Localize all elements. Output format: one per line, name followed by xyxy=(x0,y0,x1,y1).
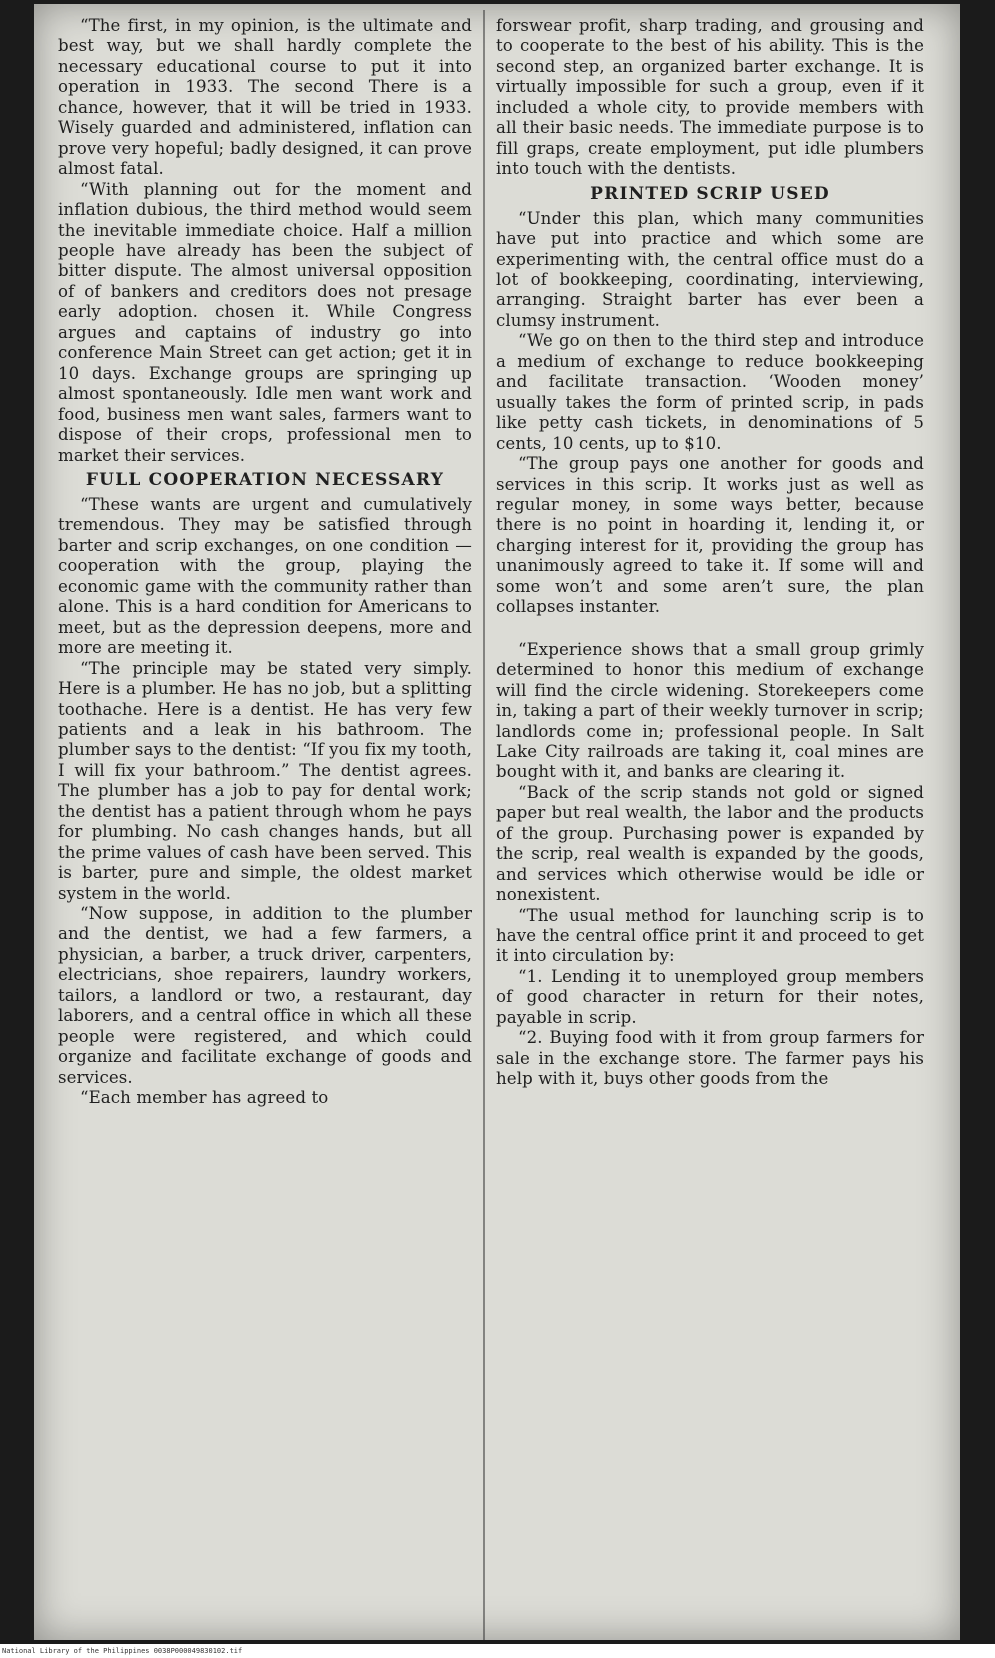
paragraph: “The usual method for launching scrip is to have the central office print it and proceed to get it into circulation by: xyxy=(496,905,924,966)
section-heading: FULL COOPERATION NECESSARY xyxy=(85,469,445,490)
section-heading: PRINTED SCRIP USED xyxy=(590,183,830,204)
paragraph: “Now suppose, in addition to the plumber and the dentist, we had a few farmers, a physician, a barber, a truck driver, carpenters, electricians, shoe repairers, laundry workers, tailors, a landlord or two, a restaurant, day laborers, and a central office in which all these people were registered, and which could organize and facilitate exchange of goods and services. xyxy=(58,904,472,1087)
column-divider xyxy=(483,10,485,1640)
left-column xyxy=(58,16,472,1109)
paragraph: forswear profit, sharp trading, and grousing and to cooperate to the best of his ability. This is the second step, an organized barter exchange. It is virtually impossible for such a group, even if it included a whole city, to provide members with all their basic needs. The immediate purpose is to fill graps, create employment, put idle plumbers into touch with the dentists. xyxy=(496,16,924,179)
paragraph: “1. Lending it to unemployed group members of good character in return for their notes, payable in scrip. xyxy=(496,966,924,1027)
paragraph: “We go on then to the third step and introduce a medium of exchange to reduce bookkeeping and facilitate transaction. ‘Wooden money’ usually takes the form of printed scrip, in pads like petty cash tickets, in denominations of 5 cents, 10 cents, up to $10. xyxy=(496,331,924,453)
paragraph: “Under this plan, which many communities have put into practice and which some are experimenting with, the central office must do a lot of bookkeeping, coordinating, interviewing, arranging. Straight barter has ever been a clumsy instrument. xyxy=(496,208,924,330)
paragraph: “Experience shows that a small group grimly determined to honor this medium of exchange will find the circle widening. Storekeepers come in, taking a part of their weekly turnover in scrip; landlords come in; professional people. In Salt Lake City railroads are taking it, coal mines are bought with it, and banks are clearing it. xyxy=(496,639,924,782)
paragraph: “These wants are urgent and cumulatively tremendous. They may be satisfied through barter and scrip exchanges, on one condition —cooperation with the group, playing the economic game with the community rather than alone. This is a hard condition for Americans to meet, but as the depression deepens, more and more are meeting it. xyxy=(58,494,472,658)
paragraph: “The principle may be stated very simply. Here is a plumber. He has no job, but a splitting toothache. Here is a dentist. He has very few patients and a leak in his bathroom. The plumber says to the dentist: “If you fix my tooth, I will fix your bathroom.” The dentist agrees. The plumber has a job to pay for dental work; the dentist has a patient through whom he pays for plumbing. No cash changes hands, but all the prime values of cash have been served. This is barter, pure and simple, the oldest market system in the world. xyxy=(58,658,472,903)
paragraph: “Back of the scrip stands not gold or signed paper but real wealth, the labor and the products of the group. Purchasing power is expanded by the scrip, real wealth is expanded by the goods, and services which otherwise would be idle or nonexistent. xyxy=(496,782,924,905)
paragraph: “Each member has agreed to xyxy=(80,1088,329,1108)
paragraph: “With planning out for the moment and inflation dubious, the third method would seem the inevitable immediate choice. Half a million people have already has been the subject of bitter dispute. The almost universal opposition of of bankers and creditors does not presage early adoption. chosen it. While Congress argues and captains of industry go into conference Main Street can get action; get it in 10 days. Exchange groups are springing up almost spontaneously. Idle men want work and food, business men want sales, farmers want to dispose of their crops, professional men to market their services. xyxy=(58,179,472,465)
newspaper-clipping xyxy=(34,4,960,1640)
paragraph: “The first, in my opinion, is the ultimate and best way, but we shall hardly complete the necessary educational course to put it into operation in 1933. The second There is a chance, however, that it will be tried in 1933. Wisely guarded and administered, inflation can prove very hopeful; badly designed, it can prove almost fatal. xyxy=(58,16,472,179)
scan-caption: National Library of the Philippines 0038P000049830102.tif xyxy=(0,1644,995,1658)
right-column xyxy=(496,16,924,1090)
paragraph: “The group pays one another for goods and services in this scrip. It works just as well as regular money, in some ways better, because there is no point in hoarding it, lending it, or charging interest for it, providing the group has unanimously agreed to take it. If some will and some won’t and some aren’t sure, the plan collapses instanter. xyxy=(496,454,924,617)
paragraph: “2. Buying food with it from group farmers for sale in the exchange store. The farmer pays his help with it, buys other goods from the xyxy=(496,1028,924,1089)
